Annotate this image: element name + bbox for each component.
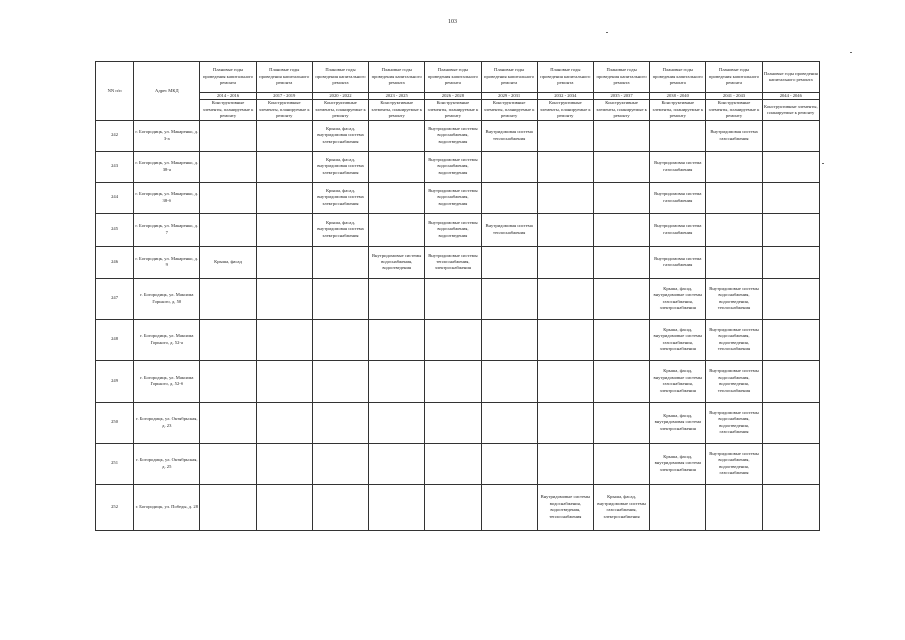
repair-cell — [256, 484, 312, 530]
repair-cell — [369, 182, 425, 213]
repair-cell: Крыша, фасад, внутридомовая система электроснабжения — [312, 120, 368, 151]
repair-cell — [593, 319, 649, 360]
repair-cell — [706, 182, 762, 213]
repair-cell — [537, 120, 593, 151]
row-address: г. Богородицк, ул. Макаренко, д. 38-а — [134, 151, 200, 182]
page-number: 103 — [448, 19, 457, 25]
row-address: г. Богородицк, ул. Октябрьская, д. 25 — [134, 443, 200, 484]
table-row — [96, 278, 820, 319]
repair-cell — [593, 182, 649, 213]
period-label: Плановые годы проведения капитального ремонта — [481, 62, 537, 93]
repair-cell — [200, 120, 256, 151]
repair-cell — [312, 360, 368, 402]
table-row — [96, 120, 820, 151]
period-years: 2032 - 2034 — [537, 93, 593, 100]
repair-cell — [312, 278, 368, 319]
row-number: 245 — [96, 213, 134, 246]
repair-cell — [256, 319, 312, 360]
repair-cell — [537, 360, 593, 402]
repair-cell — [537, 443, 593, 484]
repair-cell — [200, 443, 256, 484]
row-number: 247 — [96, 278, 134, 319]
repair-cell — [369, 443, 425, 484]
repair-cell: Крыша, фасад, внутридомовая система электроснабжения — [312, 151, 368, 182]
repair-cell — [762, 120, 819, 151]
period-label: Плановые годы проведения капитального ремонта — [200, 62, 256, 93]
period-subtitle: Конструктивные элементы, планируемые к ремонту — [256, 100, 312, 120]
repair-cell — [312, 402, 368, 443]
repair-cell — [256, 246, 312, 278]
repair-cell — [200, 213, 256, 246]
repair-cell: Крыша, фасад, внутридомовая система электроснабжения — [650, 443, 706, 484]
repair-cell: Внутридомовые системы водоснабжения, водоотведения, теплоснабжения — [706, 278, 762, 319]
repair-cell — [312, 319, 368, 360]
row-number: 248 — [96, 319, 134, 360]
repair-cell — [425, 443, 481, 484]
repair-cell — [369, 213, 425, 246]
repair-cell — [256, 360, 312, 402]
repair-cell — [593, 213, 649, 246]
repair-cell — [481, 182, 537, 213]
repair-cell — [200, 182, 256, 213]
repair-cell — [481, 151, 537, 182]
repair-cell — [762, 182, 819, 213]
period-subtitle: Конструктивные элементы, планируемые к ремонту — [706, 100, 762, 120]
period-subtitle: Конструктивные элементы, планируемые к ремонту — [650, 100, 706, 120]
repair-cell: Внутридомовые системы водоснабжения, водоотведения — [369, 246, 425, 278]
repair-cell — [593, 120, 649, 151]
row-address: г. Богородицк, ул. Победы, д. 28 — [134, 484, 200, 530]
repair-cell: Крыша, фасад, внутридомовые системы газоснабжения, электроснабжения — [650, 360, 706, 402]
repair-cell — [537, 319, 593, 360]
period-years: 2041 - 2043 — [706, 93, 762, 100]
period-subtitle: Конструктивные элементы, планируемые к ремонту — [593, 100, 649, 120]
address-header: Адрес МКД — [134, 62, 200, 121]
repair-cell — [256, 278, 312, 319]
table-header — [96, 62, 820, 121]
repair-cell — [706, 213, 762, 246]
repair-cell: Внутридомовые системы водоснабжения, водоотведения, теплоснабжения — [537, 484, 593, 530]
repair-cell — [762, 213, 819, 246]
repair-cell — [537, 151, 593, 182]
repair-cell: Внутридомовая система газоснабжения — [650, 246, 706, 278]
repair-cell — [537, 182, 593, 213]
table-row — [96, 213, 820, 246]
period-label: Плановые годы проведения капитального ремонта — [706, 62, 762, 93]
table-row — [96, 182, 820, 213]
repair-cell — [369, 278, 425, 319]
repair-cell — [312, 484, 368, 530]
repair-cell — [256, 120, 312, 151]
repair-cell: Внутридомовые системы водоснабжения, водоотведения — [425, 151, 481, 182]
repair-cell — [593, 443, 649, 484]
repair-cell — [200, 360, 256, 402]
repair-cell — [369, 151, 425, 182]
period-years: 2023 - 2025 — [369, 93, 425, 100]
repair-cell — [369, 319, 425, 360]
repair-cell — [200, 319, 256, 360]
repair-cell: Крыша, фасад, внутридомовая система электроснабжения — [312, 213, 368, 246]
repair-cell: Внутридомовая система теплоснабжения — [481, 213, 537, 246]
repair-cell: Внутридомовые системы водоснабжения, водоотведения — [425, 120, 481, 151]
row-address: г. Богородицк, ул. Максима Горького, д. 52-б — [134, 360, 200, 402]
period-subtitle: Конструктивные элементы, планируемые к ремонту — [762, 100, 819, 120]
row-number: 242 — [96, 120, 134, 151]
period-years: 2026 - 2028 — [425, 93, 481, 100]
repair-cell — [593, 360, 649, 402]
repair-cell: Крыша, фасад, внутридомовые системы газоснабжения, электроснабжения — [650, 278, 706, 319]
repair-cell — [762, 151, 819, 182]
table-row — [96, 246, 820, 278]
row-address: г. Богородицк, ул. Максима Горького, д. 50 — [134, 278, 200, 319]
repair-cell — [650, 120, 706, 151]
repair-cell: Внутридомовые системы водоснабжения, водоотведения — [425, 213, 481, 246]
repair-cell — [537, 278, 593, 319]
repair-cell — [481, 443, 537, 484]
row-number: 251 — [96, 443, 134, 484]
period-label: Плановые годы проведения капитального ремонта — [537, 62, 593, 93]
repair-cell: Внутридомовая система газоснабжения — [650, 213, 706, 246]
period-years: 2035 - 2037 — [593, 93, 649, 100]
row-address: г. Богородицк, ул. Максима Горького, д. 52-а — [134, 319, 200, 360]
row-address: г. Богородицк, ул. Октябрьская, д. 23 — [134, 402, 200, 443]
repair-cell — [762, 319, 819, 360]
period-subtitle: Конструктивные элементы, планируемые к ремонту — [369, 100, 425, 120]
repair-cell — [256, 443, 312, 484]
row-address: г. Богородицк, ул. Макаренко, д. 9 — [134, 246, 200, 278]
repair-cell — [706, 151, 762, 182]
period-subtitle: Конструктивные элементы, планируемые к ремонту — [312, 100, 368, 120]
repair-cell — [481, 484, 537, 530]
period-label: Плановые годы проведения капитального ремонта — [650, 62, 706, 93]
row-number: 243 — [96, 151, 134, 182]
repair-cell: Внутридомовая система газоснабжения — [650, 151, 706, 182]
repair-cell — [593, 246, 649, 278]
period-subtitle: Конструктивные элементы, планируемые к ремонту — [425, 100, 481, 120]
repair-cell — [650, 484, 706, 530]
row-number: 250 — [96, 402, 134, 443]
period-subtitle: Конструктивные элементы, планируемые к ремонту — [481, 100, 537, 120]
scan-speck — [606, 32, 608, 33]
table-row — [96, 402, 820, 443]
repair-cell: Внутридомовые системы водоснабжения, водоотведения, теплоснабжения — [706, 360, 762, 402]
scan-speck — [822, 163, 824, 164]
repair-cell — [481, 402, 537, 443]
period-subtitle: Конструктивные элементы, планируемые к ремонту — [200, 100, 256, 120]
repair-cell — [762, 246, 819, 278]
repair-cell — [425, 402, 481, 443]
repair-cell — [425, 484, 481, 530]
nn-header: NN п/п — [96, 62, 134, 121]
period-years: 2029 - 2031 — [481, 93, 537, 100]
repair-cell — [369, 484, 425, 530]
repair-cell: Внутридомовая система газоснабжения — [650, 182, 706, 213]
period-label: Плановые годы проведения капитального ремонта — [312, 62, 368, 93]
period-subtitle: Конструктивные элементы, планируемые к ремонту — [537, 100, 593, 120]
repair-cell — [537, 402, 593, 443]
repair-cell — [425, 278, 481, 319]
period-label: Плановые годы проведения капитального ремонта — [762, 62, 819, 93]
repair-cell — [256, 213, 312, 246]
repair-cell: Крыша, фасад, внутридомовая система электроснабжения — [312, 182, 368, 213]
period-label: Плановые годы проведения капитального ремонта — [256, 62, 312, 93]
table-row — [96, 484, 820, 530]
repair-cell — [200, 151, 256, 182]
period-label: Плановые годы проведения капитального ремонта — [425, 62, 481, 93]
repair-cell — [369, 402, 425, 443]
repair-cell — [369, 360, 425, 402]
repair-cell — [425, 319, 481, 360]
repair-cell — [200, 278, 256, 319]
repair-cell — [425, 360, 481, 402]
repair-cell: Крыша, фасад, внутридомовая система электроснабжения — [650, 402, 706, 443]
repair-cell — [312, 443, 368, 484]
period-label: Плановые годы проведения капитального ремонта — [593, 62, 649, 93]
repair-cell — [762, 360, 819, 402]
repair-cell — [593, 402, 649, 443]
repair-cell: Крыша, фасад, внутридомовые системы газоснабжения, электроснабжения — [650, 319, 706, 360]
repair-cell — [762, 278, 819, 319]
repair-cell — [593, 278, 649, 319]
capital-repair-table — [95, 61, 820, 531]
repair-cell — [762, 402, 819, 443]
table-row — [96, 151, 820, 182]
period-years: 2014 - 2016 — [200, 93, 256, 100]
row-number: 249 — [96, 360, 134, 402]
repair-cell — [706, 484, 762, 530]
scan-speck — [850, 52, 852, 53]
row-address: г. Богородицк, ул. Макаренко, д. 7 — [134, 213, 200, 246]
row-number: 252 — [96, 484, 134, 530]
repair-cell — [481, 278, 537, 319]
repair-cell — [762, 443, 819, 484]
row-number: 244 — [96, 182, 134, 213]
repair-cell — [537, 213, 593, 246]
repair-cell — [256, 182, 312, 213]
repair-cell — [200, 484, 256, 530]
repair-cell — [256, 402, 312, 443]
repair-cell: Внутридомовые системы водоснабжения, водоотведения — [425, 182, 481, 213]
repair-cell: Крыша, фасад — [200, 246, 256, 278]
repair-cell: Внутридомовые системы теплоснабжения, электроснабжения — [425, 246, 481, 278]
repair-cell: Внутридомовая система теплоснабжения — [481, 120, 537, 151]
row-number: 246 — [96, 246, 134, 278]
row-address: г. Богородицк, ул. Макаренко, д. 3-а — [134, 120, 200, 151]
repair-cell — [706, 246, 762, 278]
repair-cell: Внутридомовые системы водоснабжения, водоотведения, теплоснабжения — [706, 319, 762, 360]
repair-cell — [537, 246, 593, 278]
repair-cell — [256, 151, 312, 182]
table-row — [96, 360, 820, 402]
repair-cell: Внутридомовые системы водоснабжения, водоотведения, газоснабжения — [706, 443, 762, 484]
repair-cell — [481, 319, 537, 360]
repair-cell — [312, 246, 368, 278]
repair-cell — [481, 246, 537, 278]
period-years: 2044 - 2046 — [762, 93, 819, 100]
period-years: 2038 - 2040 — [650, 93, 706, 100]
repair-cell: Крыша, фасад, внутридомовые системы газоснабжения, электроснабжения — [593, 484, 649, 530]
period-years: 2020 - 2022 — [312, 93, 368, 100]
period-label: Плановые годы проведения капитального ремонта — [369, 62, 425, 93]
period-years: 2017 - 2019 — [256, 93, 312, 100]
repair-cell — [200, 402, 256, 443]
table-row — [96, 443, 820, 484]
repair-cell — [369, 120, 425, 151]
table-row — [96, 319, 820, 360]
repair-cell — [593, 151, 649, 182]
repair-cell — [481, 360, 537, 402]
repair-cell: Внутридомовая система газоснабжения — [706, 120, 762, 151]
table-body — [96, 120, 820, 530]
row-address: г. Богородицк, ул. Макаренко, д. 38-б — [134, 182, 200, 213]
repair-cell — [762, 484, 819, 530]
repair-cell: Внутридомовые системы водоснабжения, водоотведения, газоснабжения — [706, 402, 762, 443]
